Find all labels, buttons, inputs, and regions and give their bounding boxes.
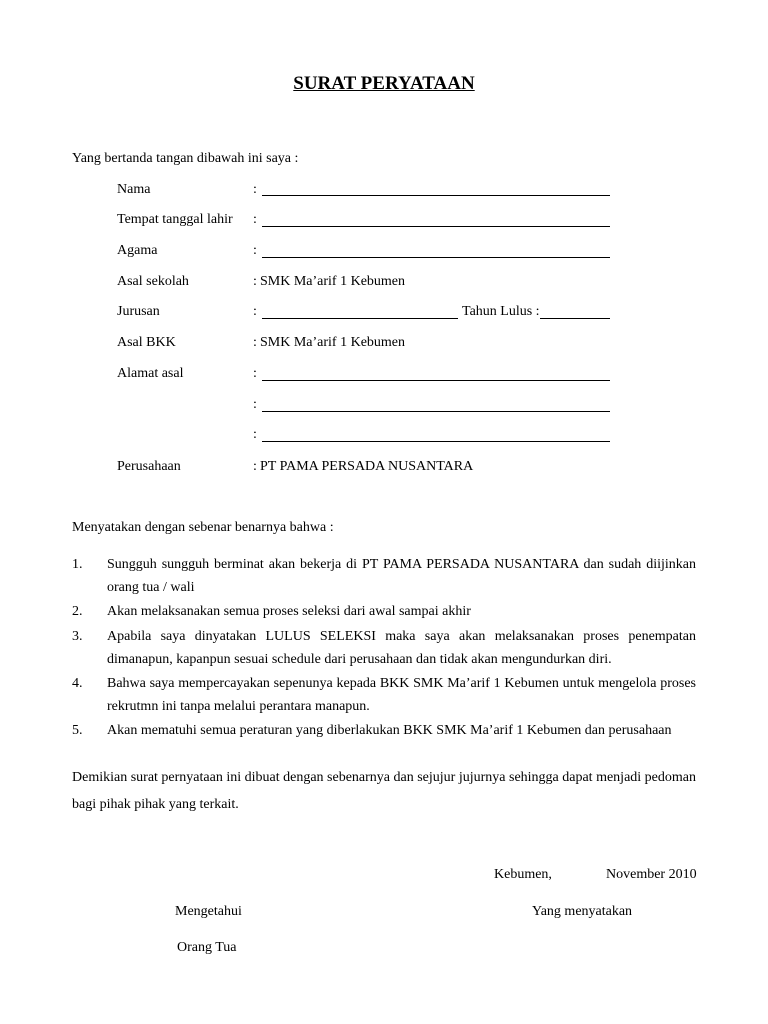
list-item: Akan melaksanakan semua proses seleksi dari awal sampai akhir bbox=[107, 604, 471, 619]
field-blank-agama[interactable] bbox=[262, 257, 610, 258]
field-value-asal-bkk: SMK Ma’arif 1 Kebumen bbox=[260, 335, 406, 350]
list-item-number: 2. bbox=[72, 604, 83, 619]
field-blank-ttl[interactable] bbox=[262, 226, 610, 227]
field-colon-asal-sekolah: : bbox=[253, 274, 257, 289]
field-colon-alamat-3: : bbox=[253, 427, 257, 442]
field-blank-alamat-1[interactable] bbox=[262, 380, 610, 381]
field-label-ttl: Tempat tanggal lahir bbox=[117, 212, 233, 227]
field-label-nama: Nama bbox=[117, 182, 151, 197]
field-label-alamat: Alamat asal bbox=[117, 366, 184, 381]
field-label-tahun-lulus: Tahun Lulus : bbox=[462, 304, 540, 319]
list-item-number: 3. bbox=[72, 629, 83, 644]
list-item: Sungguh sungguh berminat akan bekerja di PT PAMA PERSADA NUSANTARA dan sudah diijinkan orang tua / wali bbox=[107, 557, 696, 595]
field-label-asal-sekolah: Asal sekolah bbox=[117, 274, 189, 289]
field-colon-perusahaan: : bbox=[253, 459, 257, 474]
field-blank-nama[interactable] bbox=[262, 195, 610, 196]
field-label-agama: Agama bbox=[117, 243, 158, 258]
field-blank-jurusan[interactable] bbox=[262, 318, 458, 319]
field-value-perusahaan: PT PAMA PERSADA NUSANTARA bbox=[260, 459, 474, 474]
field-label-asal-bkk: Asal BKK bbox=[117, 335, 176, 350]
document-title: SURAT PERYATAAN bbox=[293, 73, 475, 94]
list-item-number: 5. bbox=[72, 723, 83, 738]
field-colon-alamat-1: : bbox=[253, 366, 257, 381]
field-label-jurusan: Jurusan bbox=[117, 304, 160, 319]
statement-intro: Menyatakan dengan sebenar benarnya bahwa : bbox=[72, 520, 334, 535]
orang-tua-label: Orang Tua bbox=[177, 940, 237, 955]
list-item: Apabila saya dinyatakan LULUS SELEKSI maka saya akan melaksanakan proses penempatan dimanapun, kapanpun sesuai schedule dari perusahaan dan tidak akan mengundurkan diri. bbox=[107, 629, 696, 667]
mengetahui-label: Mengetahui bbox=[175, 904, 242, 919]
field-colon-alamat-2: : bbox=[253, 397, 257, 412]
field-colon-agama: : bbox=[253, 243, 257, 258]
list-item: Akan mematuhi semua peraturan yang diberlakukan BKK SMK Ma’arif 1 Kebumen dan perusahaan bbox=[107, 723, 672, 738]
field-colon-jurusan: : bbox=[253, 304, 257, 319]
list-item: Bahwa saya mempercayakan sepenunya kepada BKK SMK Ma’arif 1 Kebumen untuk mengelola proses rekrutmn ini tanpa melalui perantara manapun. bbox=[107, 676, 696, 714]
field-blank-alamat-2[interactable] bbox=[262, 411, 610, 412]
closing-paragraph: Demikian surat pernyataan ini dibuat dengan sebenarnya dan sejujur jujurnya sehingga dapat menjadi pedoman bagi pihak pihak yang terkait. bbox=[72, 770, 696, 812]
list-item-number: 1. bbox=[72, 557, 83, 572]
intro-text: Yang bertanda tangan dibawah ini saya : bbox=[72, 151, 299, 166]
field-blank-alamat-3[interactable] bbox=[262, 441, 610, 442]
field-colon-asal-bkk: : bbox=[253, 335, 257, 350]
yang-menyatakan-label: Yang menyatakan bbox=[532, 904, 633, 919]
list-item-number: 4. bbox=[72, 676, 83, 691]
field-value-asal-sekolah: SMK Ma’arif 1 Kebumen bbox=[260, 274, 406, 289]
field-colon-ttl: : bbox=[253, 212, 257, 227]
field-colon-nama: : bbox=[253, 182, 257, 197]
signature-date: November 2010 bbox=[606, 867, 697, 882]
signature-place: Kebumen, bbox=[494, 867, 552, 882]
field-label-perusahaan: Perusahaan bbox=[117, 459, 181, 474]
field-blank-tahun-lulus[interactable] bbox=[540, 318, 610, 319]
